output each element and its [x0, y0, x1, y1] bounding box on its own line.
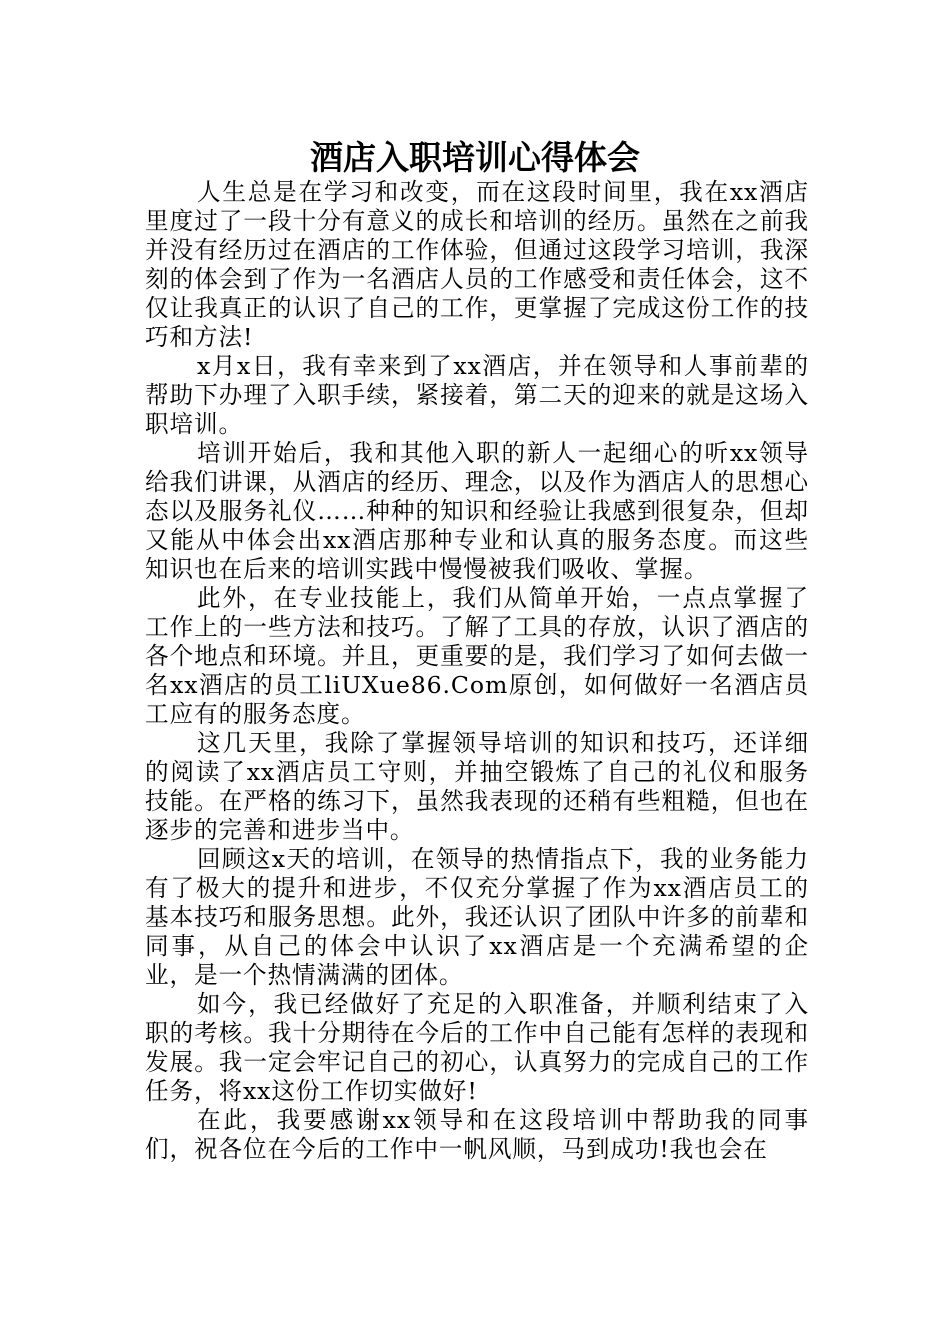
paragraph-7: 如今，我已经做好了充足的入职准备，并顺利结束了入职的考核。我十分期待在今后的工作中自己能有怎样的表现和发展。我一定会牢记自己的初心，认真努力的完成自己的工作任务，将xx这份工作切实做好!	[145, 990, 809, 1105]
paragraph-1: 人生总是在学习和改变，而在这段时间里，我在xx酒店里度过了一段十分有意义的成长和培训的经历。虽然在之前我并没有经历过在酒店的工作体验，但通过这段学习培训，我深刻的体会到了作为一名酒店人员的工作感受和责任体会，这不仅让我真正的认识了自己的工作，更掌握了完成这份工作的技巧和方法!	[145, 178, 809, 351]
paragraph-8: 在此，我要感谢xx领导和在这段培训中帮助我的同事们，祝各位在今后的工作中一帆风顺，马到成功!我也会在	[145, 1106, 809, 1163]
paragraph-3: 培训开始后，我和其他入职的新人一起细心的听xx领导给我们讲课，从酒店的经历、理念，以及作为酒店人的思想心态以及服务礼仪……种种的知识和经验让我感到很复杂，但却又能从中体会出xx酒店那种专业和认真的服务态度。而这些知识也在后来的培训实践中慢慢被我们吸收、掌握。	[145, 439, 809, 583]
paragraph-6: 回顾这x天的培训，在领导的热情指点下，我的业务能力有了极大的提升和进步，不仅充分掌握了作为xx酒店员工的基本技巧和服务思想。此外，我还认识了团队中许多的前辈和同事，从自己的体会中认识了xx酒店是一个充满希望的企业，是一个热情满满的团体。	[145, 845, 809, 989]
paragraph-2: x月x日，我有幸来到了xx酒店，并在领导和人事前辈的帮助下办理了入职手续，紧接着，第二天的迎来的就是这场入职培训。	[145, 352, 809, 438]
document-title: 酒店入职培训心得体会	[310, 138, 640, 177]
document-body	[145, 178, 809, 1164]
paragraph-5: 这几天里，我除了掌握领导培训的知识和技巧，还详细的阅读了xx酒店员工守则，并抽空锻炼了自己的礼仪和服务技能。在严格的练习下，虽然我表现的还稍有些粗糙，但也在逐步的完善和进步当中。	[145, 729, 809, 844]
paragraph-4: 此外，在专业技能上，我们从简单开始，一点点掌握了工作上的一些方法和技巧。了解了工具的存放，认识了酒店的各个地点和环境。并且，更重要的是，我们学习了如何去做一名xx酒店的员工liUXue86.Com原创，如何做好一名酒店员工应有的服务态度。	[145, 584, 809, 728]
